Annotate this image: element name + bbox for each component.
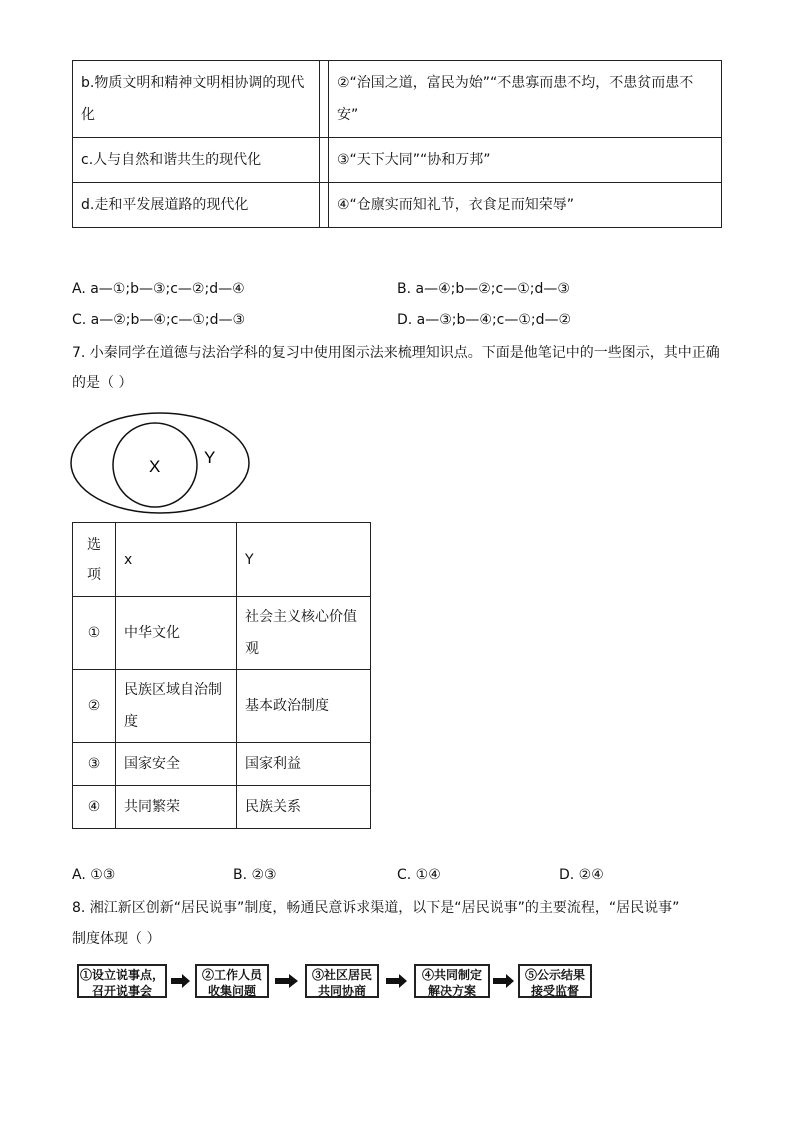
table-row <box>73 61 722 138</box>
arrow-right-icon <box>171 974 191 988</box>
table-cell: 中华文化 <box>116 597 237 670</box>
q7-option-a: A. ①③ <box>72 867 116 883</box>
table-cell: ① <box>73 597 116 670</box>
table-cell: d.走和平发展道路的现代化 <box>73 183 320 228</box>
flow-step-text: ②工作人员 <box>201 968 262 982</box>
table-row <box>73 743 371 786</box>
table-row <box>73 786 371 829</box>
q7-option-b: B. ②③ <box>233 867 277 883</box>
header-cell: Y <box>237 523 371 597</box>
flow-step-text: ③社区居民 <box>311 968 372 982</box>
q6-option-c: C. a—②;b—④;c—①;d—③ <box>72 312 246 328</box>
arrow-right-icon <box>386 974 408 988</box>
q7-option-c: C. ①④ <box>397 867 441 883</box>
table-cell: ② <box>73 670 116 743</box>
inner-label: X <box>149 457 161 476</box>
table-cell: ②“治国之道，富民为始”“不患寡而患不均，不患贫而患不安” <box>329 61 722 138</box>
flow-step-5 <box>518 964 592 998</box>
flow-step-text: 收集问题 <box>207 984 256 998</box>
flow-step-4 <box>414 964 490 998</box>
q7-stem-line1: 7. 小秦同学在道德与法治学科的复习中使用图示法来梳理知识点。下面是他笔记中的一些图示，其中正确 <box>72 345 720 361</box>
table-cell: 国家利益 <box>237 743 371 786</box>
table-cell: ③“天下大同”“协和万邦” <box>329 138 722 183</box>
q6-option-a: A. a—①;b—③;c—②;d—④ <box>72 281 245 297</box>
flow-step-text: 共同协商 <box>317 984 366 998</box>
xy-venn-diagram <box>70 412 255 516</box>
table-cell: 民族关系 <box>237 786 371 829</box>
table-gap-cell <box>320 61 329 138</box>
flow-step-text: 接受监督 <box>530 984 579 998</box>
table-cell: 共同繁荣 <box>116 786 237 829</box>
table-cell: b.物质文明和精神文明相协调的现代化 <box>73 61 320 138</box>
matching-table <box>72 60 722 228</box>
header-cell: 选项 <box>73 523 116 597</box>
flow-step-text: 解决方案 <box>427 984 476 998</box>
arrow-right-icon <box>493 974 515 988</box>
table-cell: 基本政治制度 <box>237 670 371 743</box>
arrow-right-icon <box>275 974 299 988</box>
flow-step-2 <box>195 964 269 998</box>
table-cell: ③ <box>73 743 116 786</box>
table-cell: 社会主义核心价值观 <box>237 597 371 670</box>
table-gap-cell <box>320 183 329 228</box>
table-row <box>73 138 722 183</box>
table-cell: c.人与自然和谐共生的现代化 <box>73 138 320 183</box>
table-gap-cell <box>320 138 329 183</box>
table-row <box>73 670 371 743</box>
table-row <box>73 597 371 670</box>
q7-option-d: D. ②④ <box>559 867 604 883</box>
q8-stem-line2: 制度体现（ ） <box>72 931 161 947</box>
flow-step-3 <box>305 964 379 998</box>
flow-step-text: ⑤公示结果 <box>524 968 585 982</box>
header-cell: x <box>116 523 237 597</box>
table-header-row <box>73 523 371 597</box>
q6-option-d: D. a—③;b—④;c—①;d—② <box>397 312 572 328</box>
table-cell: ④“仓廪实而知礼节，衣食足而知荣辱” <box>329 183 722 228</box>
table-cell: ④ <box>73 786 116 829</box>
xy-options-table <box>72 522 371 829</box>
flow-step-1 <box>77 964 167 998</box>
q7-stem-line2: 的是（ ） <box>72 375 133 391</box>
table-row <box>73 183 722 228</box>
outer-label: Y <box>204 448 216 467</box>
q8-stem-line1: 8. 湘江新区创新“居民说事”制度，畅通民意诉求渠道，以下是“居民说事”的主要流程，“居民说事” <box>72 900 680 916</box>
flow-step-text: 召开说事会 <box>91 984 152 998</box>
table-cell: 民族区域自治制度 <box>116 670 237 743</box>
table-cell: 国家安全 <box>116 743 237 786</box>
q6-option-b: B. a—④;b—②;c—①;d—③ <box>397 281 570 297</box>
flow-step-text: ①设立说事点， <box>79 968 164 982</box>
flow-step-text: ④共同制定 <box>421 968 482 982</box>
